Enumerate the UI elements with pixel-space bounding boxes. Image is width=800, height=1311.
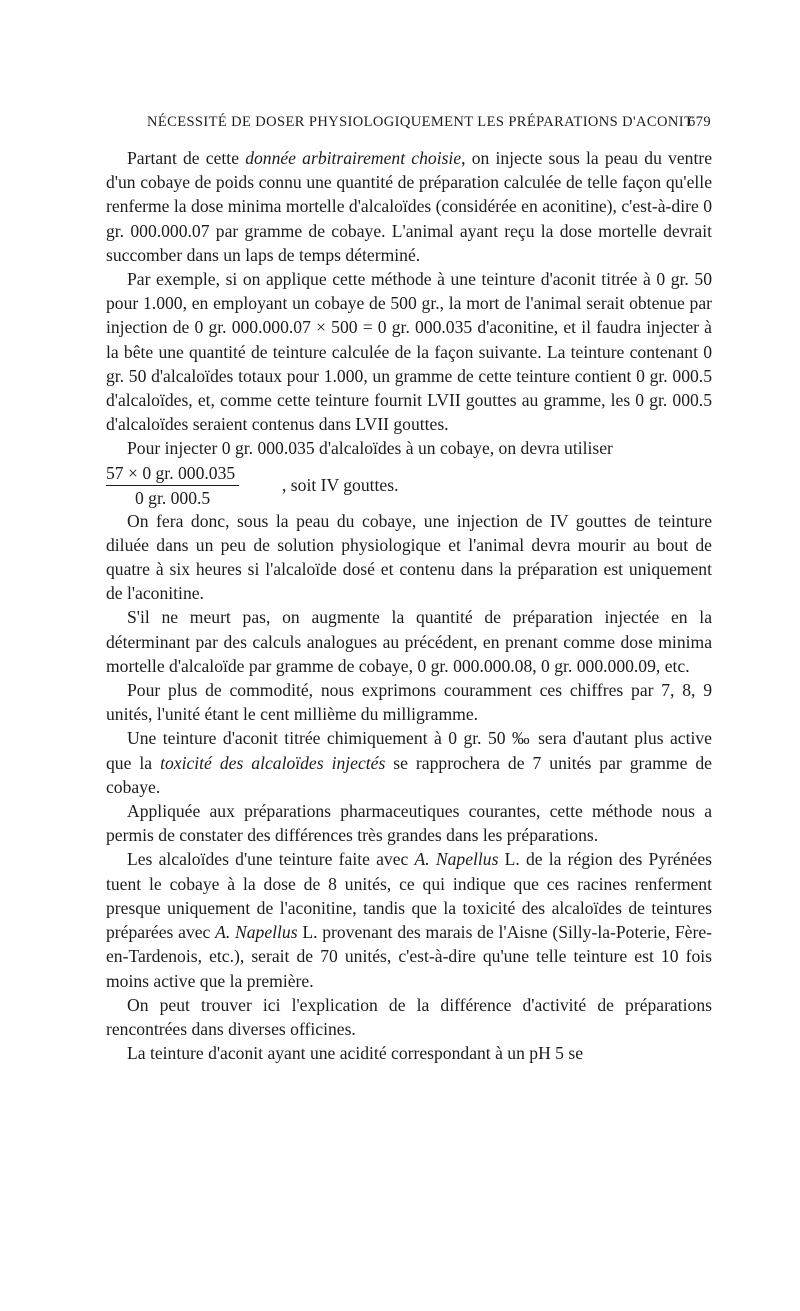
paragraph-1 <box>106 146 712 267</box>
paragraph-10: On peut trouver ici l'explication de la différence d'activité de préparations rencontrées dans diverses officines. <box>106 994 712 1039</box>
running-title: NÉCESSITÉ DE DOSER PHYSIOLOGIQUEMENT LES PRÉPARATIONS D'ACONIT <box>147 114 694 130</box>
text-run: Partant de cette <box>127 148 246 168</box>
fraction <box>106 461 239 510</box>
paragraph-2: Par exemple, si on applique cette méthode à une teinture d'aconit titrée à 0 gr. 50 pour 1.000, en employant un cobaye de 500 gr., la mort de l'animal serait obtenue par injection de 0 gr. 000.000.07 × 500 = 0 gr. 000.035 d'aconitine, et il faudra injecter à la bête une quantité de teinture calculée de la façon suivante. La teinture contenant 0 gr. 50 d'alcaloïdes totaux pour 1.000, un gramme de cette teinture contient 0 gr. 000.5 d'alcaloïdes, et, comme cette teinture fournit LVII gouttes au gramme, les 0 gr. 000.5 d'alcaloïdes seraient contenus dans LVII gouttes. <box>106 269 712 435</box>
page-number: 679 <box>688 114 711 130</box>
text-run: Une teinture d'aconit titrée chimiquement à 0 gr. 50 ‰ sera d'autant plus active que la <box>106 728 712 773</box>
fraction-result: , soit IV gouttes. <box>282 474 399 495</box>
italic-species: A. Napellus <box>414 849 499 870</box>
paragraph-8: Appliquée aux préparations pharmaceutiques courantes, cette méthode nous a permis de constater des différences très grandes dans les préparations. <box>106 801 712 846</box>
text-run: se rapprochera de 7 unités par gramme de cobaye. <box>106 752 712 797</box>
fraction-denominator: 0 gr. 000.5 <box>134 487 211 508</box>
fraction-numerator: 57 × 0 gr. 000.035 <box>106 461 239 486</box>
paragraph-5: S'il ne meurt pas, on augmente la quantité de préparation injectée en la déterminant par des calculs analogues au précédent, en prenant comme dose minima mortelle d'alcaloïde par gramme de cobaye, 0 gr. 000.000.08, 0 gr. 000.000.09, etc. <box>106 607 712 676</box>
paragraph-6: Pour plus de commodité, nous exprimons couramment ces chiffres par 7, 8, 9 unités, l'unité étant le cent millième du milligramme. <box>106 680 712 725</box>
text-run: L. provenant des marais de l'Aisne (Silly-la-Poterie, Fère-en-Tardenois, etc.), serait de 70 unités, c'est-à-dire qu'une telle teinture est 10 fois moins active que la première. <box>106 922 712 991</box>
body-text <box>106 146 712 1065</box>
paragraph-4: On fera donc, sous la peau du cobaye, une injection de IV gouttes de teinture diluée dans un peu de solution physiologique et l'animal devra mourir au bout de quatre à six heures si l'alcaloïde dosé et contenu dans la préparation est uniquement de l'aconitine. <box>106 510 712 604</box>
paragraph-7 <box>106 726 712 799</box>
fraction-line <box>106 461 712 509</box>
text-run: , on injecte sous la peau du ventre d'un cobaye de poids connu une quantité de préparation calculée de telle façon qu'elle renferme la dose minima mortelle d'alcaloïdes (considérée en aconitine), c'est-à-dire 0 gr. 000.000.07 par gramme de cobaye. L'animal ayant reçu la dose mortelle devrait succomber dans un laps de temps déterminé. <box>106 148 713 265</box>
italic-species: A. Napellus <box>215 922 298 943</box>
running-header <box>147 114 711 131</box>
text-run: L. de la région des Pyrénées tuent le cobaye à la dose de 8 unités, ce qui indique que ces racines renferment presque uniquement de l'aconitine, tandis que la toxicité des alcaloïdes de teintures préparées avec <box>106 849 712 943</box>
italic-phrase: toxicité des alcaloïdes injectés <box>160 752 386 773</box>
text-run: Les alcaloïdes d'une teinture faite avec <box>127 849 415 870</box>
paragraph-9 <box>106 847 712 992</box>
paragraph-3: Pour injecter 0 gr. 000.035 d'alcaloïdes à un cobaye, on devra utiliser <box>127 438 613 459</box>
italic-phrase: donnée arbitrairement choisie <box>245 148 462 168</box>
paragraph-11: La teinture d'aconit ayant une acidité correspondant à un pH 5 se <box>127 1043 584 1064</box>
